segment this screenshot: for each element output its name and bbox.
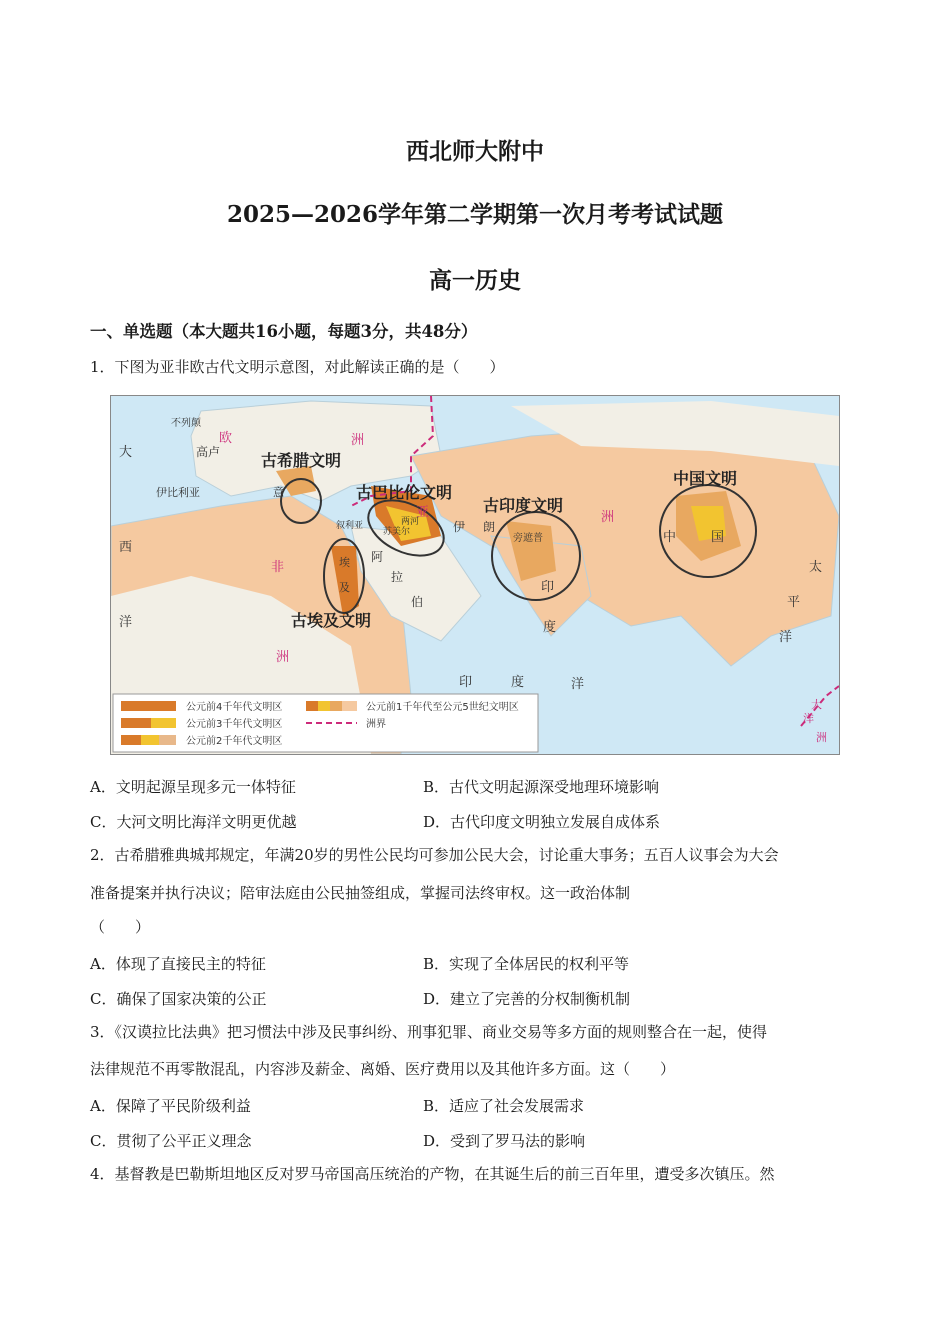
map-region-label: 苏美尔 (383, 527, 411, 537)
map-region-label: 印 (459, 675, 473, 690)
map-region-label: 伯 (411, 595, 424, 609)
map-region-label: 意 (273, 486, 284, 499)
map-region-label: 大 (119, 445, 133, 460)
q3-option-b[interactable]: B．适应了社会发展需求 (423, 1097, 585, 1115)
map-region-label: 拉 (391, 570, 404, 584)
map-region-label: 埃 (339, 556, 350, 569)
q2-option-b[interactable]: B．实现了全体居民的权利平等 (423, 955, 630, 973)
map-region-label: 亚 (416, 505, 430, 520)
q1-option-c[interactable]: C．大河文明比海洋文明更优越 (90, 813, 297, 831)
map-region-label: 度 (543, 620, 557, 635)
map-region-label: 洲 (816, 731, 827, 744)
map-legend (113, 694, 538, 752)
map-region-label: 公元前1千年代至公元5世纪文明区 (366, 702, 519, 713)
map-region-label: 洋 (571, 677, 585, 692)
map-label-india: 古印度文明 (483, 496, 564, 515)
map-region-label: 洲 (351, 433, 365, 448)
question-4-stem-line1: 4．基督教是巴勒斯坦地区反对罗马帝国高压统治的产物，在其诞生后的前三百年里，遭受多次镇压。然 (90, 1165, 775, 1183)
map-region-label: 西 (119, 540, 133, 555)
q1-option-d[interactable]: D．古代印度文明独立发展自成体系 (423, 813, 661, 831)
map-region-label: 洲界 (366, 719, 386, 730)
map-region-label: 高卢 (196, 445, 221, 459)
map-region-label: 国 (711, 530, 725, 545)
map-region-label: 中 (663, 530, 677, 545)
map-region-label: 大 (811, 698, 822, 711)
map-region-label: 洋 (779, 630, 793, 645)
q2-option-a[interactable]: A．体现了直接民主的特征 (90, 955, 266, 973)
map-region-label: 欧 (219, 431, 233, 446)
exam-title: 2025—2026学年第二学期第一次月考考试试题 (226, 201, 724, 228)
question-2-stem-line3: （ ） (90, 918, 151, 936)
map-region-label: 公元前2千年代文明区 (186, 736, 283, 747)
map-region-label: 旁遮普 (513, 533, 543, 544)
map-region-label: 公元前3千年代文明区 (186, 719, 283, 730)
q1-option-b[interactable]: B．古代文明起源深受地理环境影响 (423, 778, 660, 796)
map-label-china: 中国文明 (673, 469, 738, 488)
school-title: 西北师大附中 (406, 138, 544, 165)
map-region-label: 洲 (601, 510, 615, 525)
question-3-stem-line1: 3．《汉谟拉比法典》把习惯法中涉及民事纠纷、刑事犯罪、商业交易等多方面的规则整合在一起，使得 (90, 1023, 768, 1041)
map-region-label: 平 (787, 595, 801, 610)
map-label-egypt: 古埃及文明 (291, 611, 372, 630)
map-region-label: 叙利亚 (336, 521, 364, 531)
question-3-stem-line2: 法律规范不再零散混乱，内容涉及薪金、离婚、医疗费用以及其他许多方面。这（ ） (90, 1060, 676, 1078)
map-region-label: 阿 (371, 550, 384, 564)
question-2-stem-line2: 准备提案并执行决议；陪审法庭由公民抽签组成，掌握司法终审权。这一政治体制 (90, 884, 631, 902)
section-heading: 一、单选题（本大题共16小题，每题3分，共48分） (90, 322, 478, 341)
map-region-label: 度 (511, 675, 525, 690)
map-region-label: 洲 (276, 650, 290, 665)
q3-option-a[interactable]: A．保障了平民阶级利益 (90, 1097, 251, 1115)
q2-option-c[interactable]: C．确保了国家决策的公正 (90, 990, 267, 1008)
map-label-babylon: 古巴比伦文明 (356, 483, 453, 502)
map-region-label: 公元前4千年代文明区 (186, 702, 283, 713)
map-region-label: 洋 (803, 712, 814, 725)
map-region-label: 朗 (483, 520, 496, 534)
map-label-greece: 古希腊文明 (261, 451, 342, 470)
map-region-label: 太 (809, 560, 823, 575)
map-region-label: 洋 (119, 615, 133, 630)
map-region-label: 及 (339, 581, 350, 594)
subject-title: 高一历史 (429, 267, 521, 294)
map-region-label: 不列颠 (171, 418, 201, 429)
map-region-label: 印 (541, 580, 555, 595)
map-region-label: 两河 (401, 517, 420, 527)
map-region-label: 伊比利亚 (156, 486, 200, 499)
map-region-label: 非 (271, 560, 285, 575)
q3-option-d[interactable]: D．受到了罗马法的影响 (423, 1132, 586, 1150)
question-2-stem-line1: 2．古希腊雅典城邦规定，年满20岁的男性公民均可参加公民大会，讨论重大事务；五百人议事会为大会 (90, 846, 779, 864)
q2-option-d[interactable]: D．建立了完善的分权制衡机制 (423, 990, 631, 1008)
q1-option-a[interactable]: A．文明起源呈现多元一体特征 (90, 778, 296, 796)
q3-option-c[interactable]: C．贯彻了公平正义理念 (90, 1132, 252, 1150)
civilization-map (110, 395, 840, 755)
map-region-label: 伊 (453, 520, 466, 534)
question-1-stem: 1．下图为亚非欧古代文明示意图，对此解读正确的是（ ） (90, 358, 505, 376)
